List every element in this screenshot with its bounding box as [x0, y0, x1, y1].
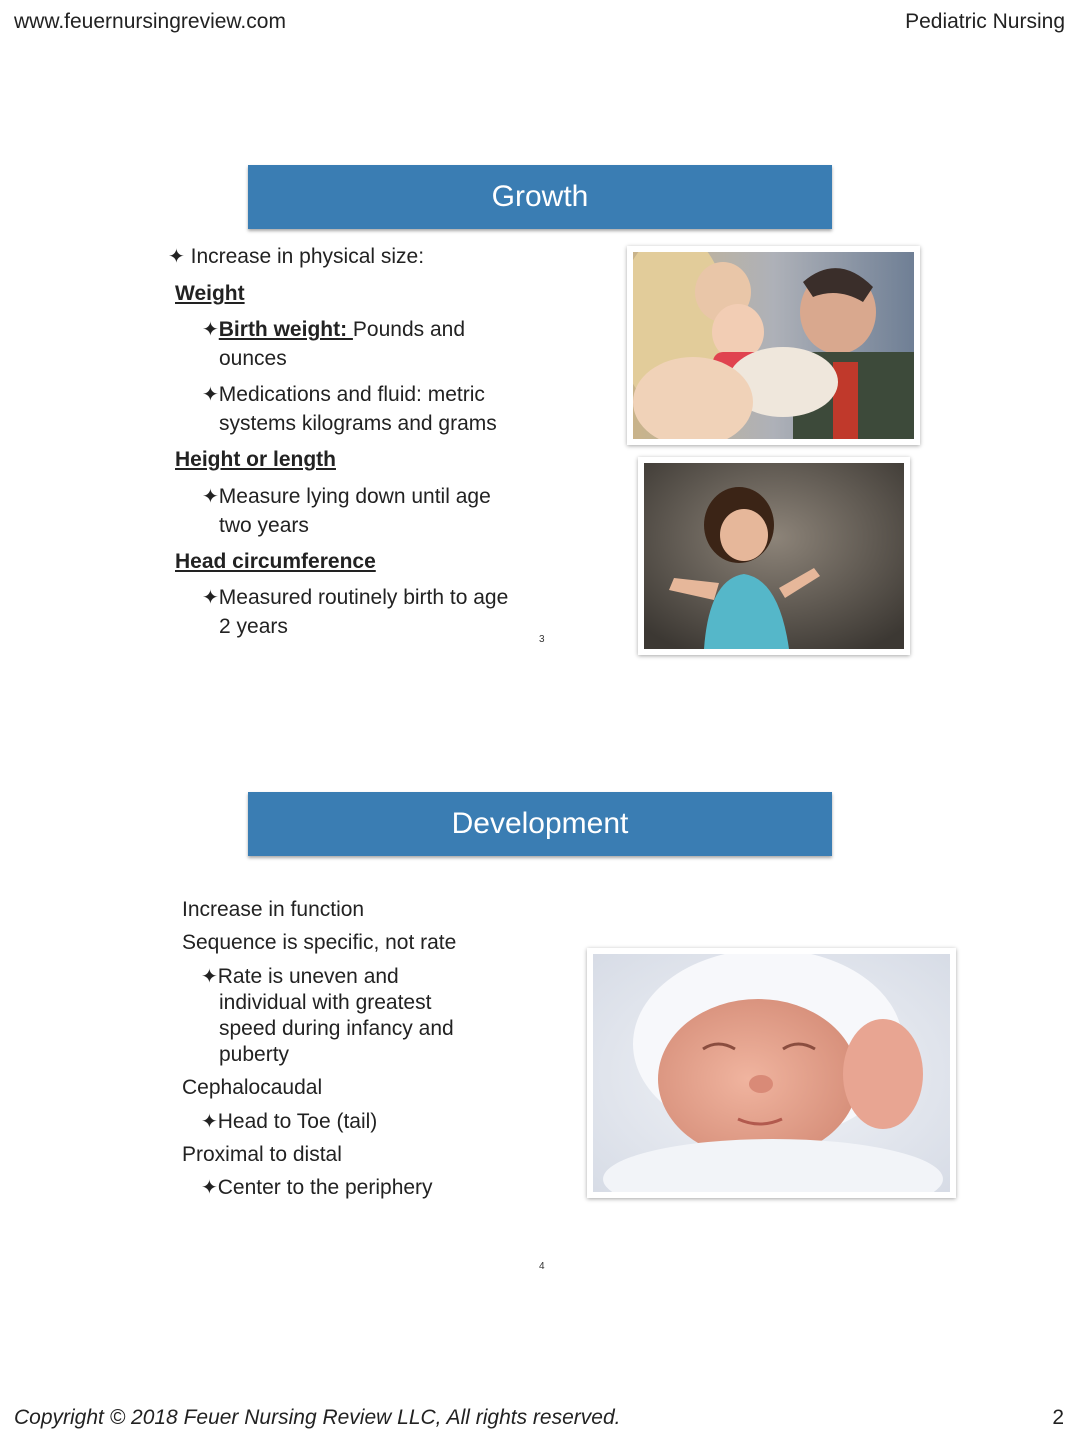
slide-number-4: 4: [539, 1261, 545, 1272]
page-number: 2: [1052, 1406, 1064, 1429]
toddler-photo: [638, 457, 910, 655]
weight-heading: Weight: [175, 282, 245, 305]
rate-cont-2: speed during infancy and: [219, 1017, 454, 1040]
increase-function-line: Increase in function: [182, 898, 365, 921]
birth-weight-label: Birth weight:: [218, 318, 353, 341]
height-heading: Height or length: [175, 448, 336, 471]
height-text: Measure lying down until age: [218, 485, 491, 508]
sequence-line: Sequence is specific, not rate: [182, 931, 457, 954]
intro-line: [168, 242, 424, 272]
head-circumference-heading: Head circumference: [175, 550, 376, 573]
intro-text: Increase in physical size:: [190, 245, 425, 268]
birth-weight-text: Pounds and: [352, 318, 466, 341]
head-circumference-cont: 2 years: [219, 615, 288, 638]
medications-text: Medications and fluid: metric: [218, 383, 485, 406]
slide-number-3: 3: [539, 634, 545, 645]
bullet-star-icon: ✦: [201, 1111, 218, 1133]
height-cont: two years: [219, 514, 309, 537]
medications-line: [202, 380, 485, 410]
bullet-star-icon: ✦: [202, 587, 219, 609]
growth-title-banner: Growth: [248, 165, 832, 229]
rate-cont-1: individual with greatest: [219, 991, 432, 1014]
website-url: www.feuernursingreview.com: [14, 10, 286, 33]
birth-weight-cont: ounces: [219, 347, 287, 370]
height-line: [202, 482, 491, 512]
bullet-star-icon: ✦: [202, 319, 219, 341]
cephalocaudal-line: Cephalocaudal: [182, 1076, 323, 1099]
medications-cont: systems kilograms and grams: [219, 412, 497, 435]
course-title: Pediatric Nursing: [905, 10, 1065, 33]
bullet-star-icon: ✦: [168, 246, 185, 268]
center-periphery-line: [201, 1175, 433, 1201]
family-photo: [627, 246, 920, 445]
toddler-photo-image: [644, 463, 904, 649]
family-photo-image: [633, 252, 914, 439]
bullet-star-icon: ✦: [201, 1177, 218, 1199]
head-to-toe-line: [201, 1109, 377, 1135]
copyright-footer: Copyright © 2018 Feuer Nursing Review LLC, All rights reserved.: [14, 1406, 621, 1429]
head-circumference-text: Measured routinely birth to age: [218, 586, 509, 609]
proximal-distal-line: Proximal to distal: [182, 1143, 342, 1166]
rate-cont-3: puberty: [219, 1043, 290, 1066]
newborn-photo-image: [593, 954, 950, 1192]
birth-weight-line: [202, 315, 465, 345]
bullet-star-icon: ✦: [202, 384, 219, 406]
rate-text: Rate is uneven and: [217, 965, 399, 988]
bullet-star-icon: ✦: [201, 966, 218, 988]
head-circumference-line: [202, 583, 508, 613]
rate-line: [201, 964, 399, 990]
development-title-banner: Development: [248, 792, 832, 856]
bullet-star-icon: ✦: [202, 486, 219, 508]
center-periphery-text: Center to the periphery: [217, 1176, 433, 1199]
head-to-toe-text: Head to Toe (tail): [217, 1110, 378, 1133]
newborn-photo: [587, 948, 956, 1198]
